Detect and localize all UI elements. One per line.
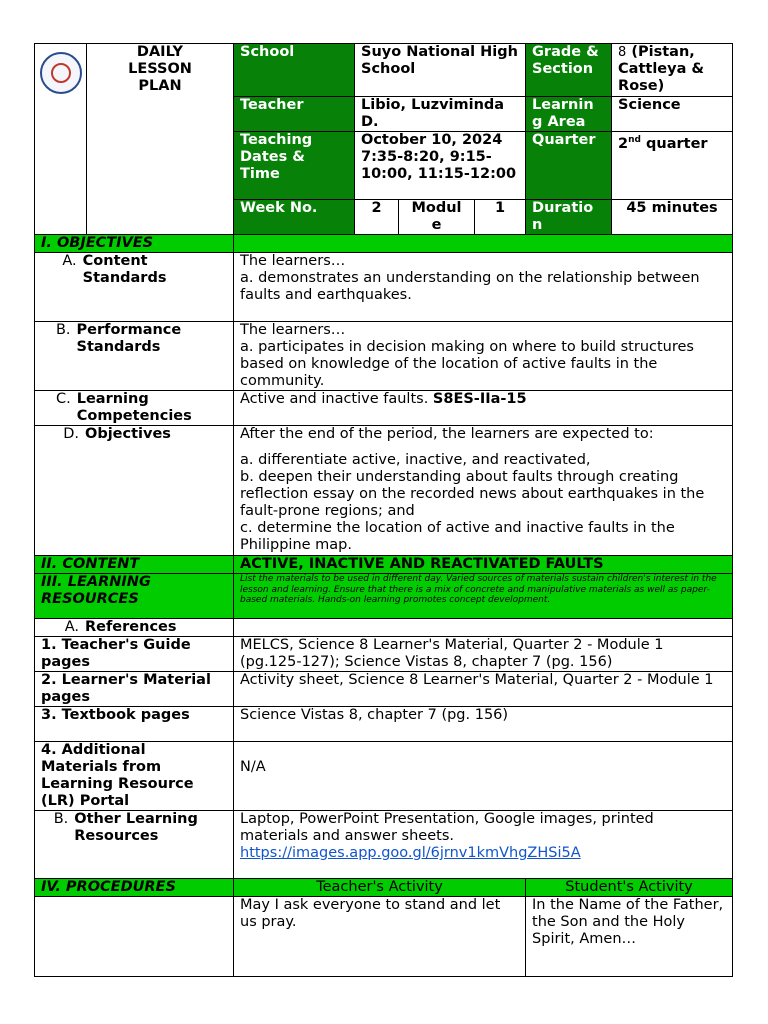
module-value: 1 [475, 200, 526, 235]
content-value: ACTIVE, INACTIVE AND REACTIVATED FAULTS [234, 556, 733, 574]
module-label: Modul e [399, 200, 475, 235]
learning-resources-heading: III. LEARNING RESOURCES [35, 574, 234, 619]
school-label: School [234, 44, 355, 97]
learners-material-label: 2. Learner's Material pages [35, 672, 234, 707]
duration-value: 45 minutes [612, 200, 733, 235]
student-activity-header: Student's Activity [526, 879, 733, 897]
objectives-label: D. Objectives [35, 426, 234, 556]
textbook-pages-value: Science Vistas 8, chapter 7 (pg. 156) [234, 707, 733, 742]
performance-standards-label: B. Performance Standards [35, 322, 234, 391]
content-standards-value: The learners… a. demonstrates an understanding on the relationship between faults and earthquakes. [234, 253, 733, 322]
learning-area-value: Science [612, 97, 733, 132]
teachers-guide-value: MELCS, Science 8 Learner's Material, Quarter 2 - Module 1 (pg.125-127); Science Vistas 8, chapter 7 (pg. 156) [234, 637, 733, 672]
teacher-label: Teacher [234, 97, 355, 132]
learning-resources-note: List the materials to be used in different day. Varied sources of materials sustain children's interest in the lesson and learning. Ensure that there is a mix of concrete and manipulative materials as well as paper-based materials. Hands-on learning promotes concept development. [234, 574, 733, 619]
other-resources-label: B. Other Learning Resources [35, 811, 234, 879]
objectives-heading-fill [234, 235, 733, 253]
textbook-pages-label: 3. Textbook pages [35, 707, 234, 742]
teacher-activity-1: May I ask everyone to stand and let us pray. [234, 897, 526, 977]
week-label: Week No. [234, 200, 355, 235]
lesson-plan-table [34, 43, 733, 977]
quarter-label: Quarter [526, 132, 612, 200]
teaching-dates-label: Teaching Dates & Time [234, 132, 355, 200]
learning-competencies-value: Active and inactive faults. S8ES-IIa-15 [234, 391, 733, 426]
teacher-activity-header: Teacher's Activity [234, 879, 526, 897]
objectives-value: After the end of the period, the learners are expected to: a. differentiate active, inactive, and reactivated, b. deepen their understanding about faults through creating reflection essay on the recorded news about earthquakes in the fault-prone regions; and c. determine the location of active and inactive faults in the Philippine map. [234, 426, 733, 556]
page-title: DAILY LESSON PLAN [87, 44, 234, 235]
lesson-plan-document [34, 43, 732, 977]
other-resources-value: Laptop, PowerPoint Presentation, Google images, printed materials and answer sheets. https://images.app.goo.gl/6jrnv1kmVhgZHSi5A [234, 811, 733, 879]
learners-material-value: Activity sheet, Science 8 Learner's Material, Quarter 2 - Module 1 [234, 672, 733, 707]
school-value: Suyo National High School [355, 44, 526, 97]
additional-materials-label: 4. Additional Materials from Learning Resource (LR) Portal [35, 742, 234, 811]
learning-area-label: Learnin g Area [526, 97, 612, 132]
content-standards-label: A. Content Standards [35, 253, 234, 322]
grade-value: 8 (Pistan, Cattleya & Rose) [612, 44, 733, 97]
performance-standards-value: The learners… a. participates in decision making on where to build structures based on knowledge of the location of active faults in the community. [234, 322, 733, 391]
logo-cell [35, 44, 87, 235]
learning-competencies-label: C. Learning Competencies [35, 391, 234, 426]
week-value: 2 [355, 200, 399, 235]
additional-materials-value: N/A [234, 742, 733, 811]
grade-label: Grade & Section [526, 44, 612, 97]
procedures-step-cell [35, 897, 234, 977]
objectives-heading: I. OBJECTIVES [35, 235, 234, 253]
procedures-heading: IV. PROCEDURES [35, 879, 234, 897]
resource-link[interactable]: https://images.app.goo.gl/6jrnv1kmVhgZHSi5A [240, 845, 581, 861]
teacher-value: Libio, Luzviminda D. [355, 97, 526, 132]
references-value [234, 619, 733, 637]
student-activity-1: In the Name of the Father, the Son and the Holy Spirit, Amen… [526, 897, 733, 977]
quarter-value: 2nd quarter [612, 132, 733, 200]
teaching-dates-value: October 10, 2024 7:35-8:20, 9:15-10:00, 11:15-12:00 [355, 132, 526, 200]
references-label: A. References [35, 619, 234, 637]
teachers-guide-label: 1. Teacher's Guide pages [35, 637, 234, 672]
deped-seal-icon [40, 52, 82, 94]
duration-label: Duratio n [526, 200, 612, 235]
content-heading: II. CONTENT [35, 556, 234, 574]
